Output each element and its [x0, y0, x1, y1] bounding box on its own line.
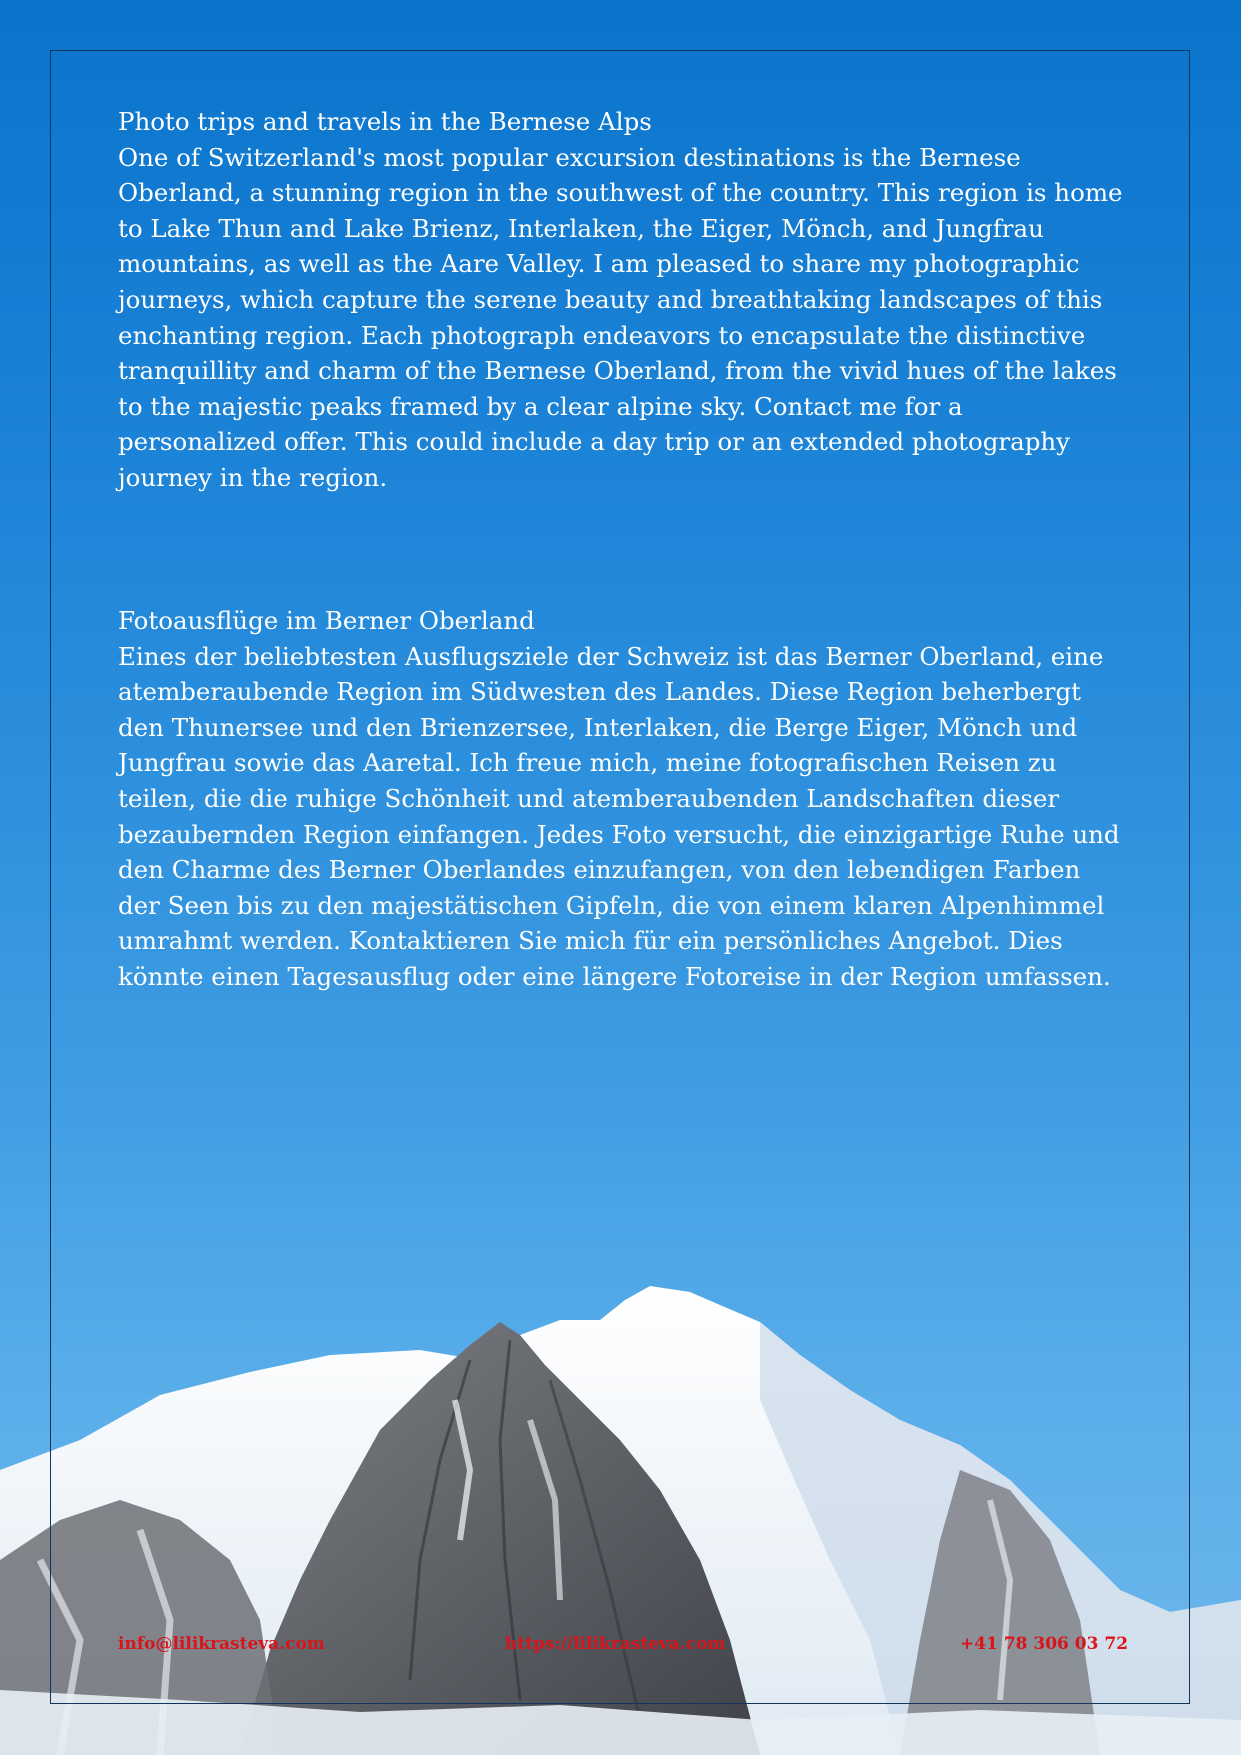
email-link[interactable]: info@lilikrasteva.com: [118, 1634, 325, 1654]
german-title: Fotoausflüge im Berner Oberland: [118, 606, 535, 635]
german-section: [118, 603, 1128, 995]
website-link[interactable]: https://lilikrasteva.com: [505, 1634, 726, 1654]
english-section: [118, 104, 1128, 496]
phone-link[interactable]: +41 78 306 03 72: [960, 1634, 1129, 1654]
english-title: Photo trips and travels in the Bernese Alps: [118, 107, 652, 136]
english-body: One of Switzerland's most popular excursion destinations is the Bernese Oberland, a stunning region in the southwest of the country. This region is home to Lake Thun and Lake Brienz, Interlaken, the Eiger, Mönch, and Jungfrau mountains, as well as the Aare Valley. I am pleased to share my photographic journeys, which capture the serene beauty and breathtaking landscapes of this enchanting region. Each photograph endeavors to encapsulate the distinctive tranquillity and charm of the Bernese Oberland, from the vivid hues of the lakes to the majestic peaks framed by a clear alpine sky. Contact me for a personalized offer. This could include a day trip or an extended photography journey in the region.: [118, 142, 1123, 492]
german-body: Eines der beliebtesten Ausflugsziele der Schweiz ist das Berner Oberland, eine atemberaubende Region im Südwesten des Landes. Diese Region beherbergt den Thunersee und den Brienzersee, Interlaken, die Berge Eiger, Mönch und Jungfrau sowie das Aaretal. Ich freue mich, meine fotografischen Reisen zu teilen, die die ruhige Schönheit und atemberaubenden Landschaften dieser bezaubernden Region einfangen. Jedes Foto versucht, die einzigartige Ruhe und den Charme des Berner Oberlandes einzufangen, von den lebendigen Farben der Seen bis zu den majestätischen Gipfeln, die von einem klaren Alpenhimmel umrahmt werden. Kontaktieren Sie mich für ein persönliches Angebot. Dies könnte einen Tagesausflug oder eine längere Fotoreise in der Region umfassen.: [118, 641, 1120, 991]
